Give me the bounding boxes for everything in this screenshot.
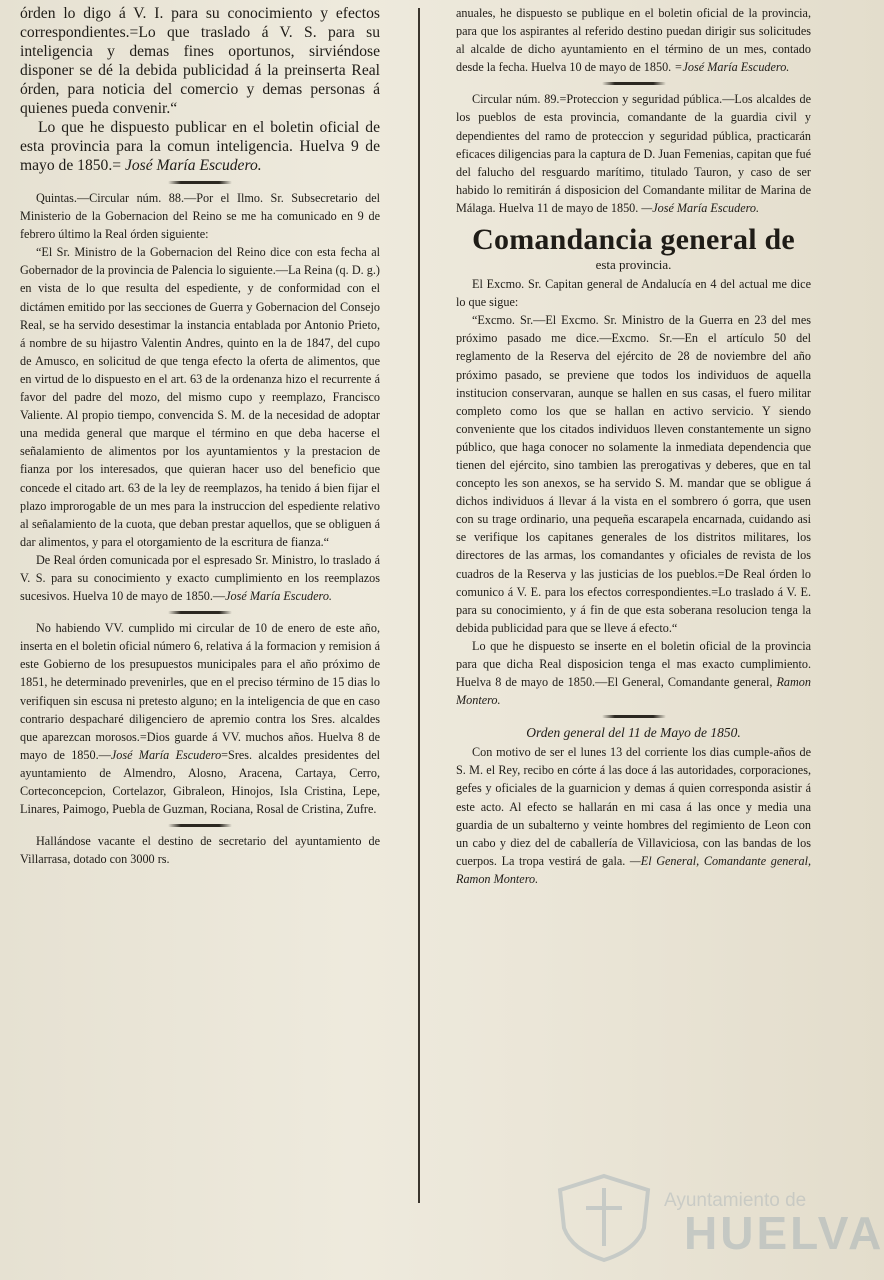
signature: José María Escudero	[110, 747, 222, 762]
section-subheadline: esta provincia.	[595, 257, 672, 273]
paragraph	[20, 551, 380, 605]
paragraph-text: anuales, he dispuesto se publique en el boletin oficial de la provincia, para que los aspirantes al referido destino puedan dirigir sus solicitudes al alcalde de dicho ayuntamiento en el término de un mes, contado desde la fecha. Huelva 10 de mayo de 1850.	[456, 6, 811, 75]
separator	[456, 76, 811, 90]
separator	[20, 605, 380, 619]
separator	[456, 709, 811, 723]
paragraph-text: Lo que he dispuesto se inserte en el boletin oficial de la provincia para que dicha Real disposicion tenga el mas exacto cumplimiento. Huelva 8 de mayo de 1850.—El General, Comandante general,	[456, 638, 811, 690]
paragraph	[456, 4, 811, 76]
separator	[20, 175, 380, 189]
section-headline: Comandancia general de	[472, 223, 795, 257]
signature: —El General, Comandante general, Ramon Montero.	[456, 853, 811, 886]
paragraph-text: Circular núm. 89.=Proteccion y seguridad pública.—Los alcaldes de los pueblos de esta provincia, comandante de la guardia civil y dependientes del ramo de proteccion y seguridad pública, practicarán eficaces diligencias para la captura de D. Juan Femenias, capitan que fué del falucho del resguardo marítimo, titulado Tauron, y caso de ser habido lo remitirán á disposicion del Comandante militar de Marina de Málaga. Huelva 11 de mayo de 1850.	[456, 92, 811, 215]
orden-title: Orden general del 11 de Mayo de 1850.	[526, 725, 741, 741]
paragraph	[456, 743, 811, 888]
paragraph	[20, 619, 380, 818]
paragraph-text: De Real órden comunicada por el espresado Sr. Ministro, lo traslado á V. S. para su conocimiento y exacto cumplimiento en los reemplazos sucesivos. Huelva 10 de mayo de 1850.—	[20, 552, 380, 604]
paragraph: órden lo digo á V. I. para su conocimiento y efectos correspondientes.=Lo que traslado á V. S. para su inteligencia y demas fines oportunos, sirviéndose disponer se dé la debida publicidad á la preinserta Real órden, para noticia del comercio y demas personas á quienes pueda convenir.“	[20, 5, 380, 117]
column-divider	[418, 8, 420, 1203]
signature: José María Escudero.	[225, 589, 332, 604]
separator	[20, 818, 380, 832]
watermark-url: Ayuntamiento de	[664, 1190, 807, 1211]
paragraph	[456, 637, 811, 709]
paragraph-text: =Sres. alcaldes presidentes del ayuntamiento de Almendro, Alosno, Aracena, Cartaya, Cerro, Corteconcepcion, Cortelazor, Gibraleon, Hinojos, Isla Cristina, Lepe, Linares, Paimogo, Puebla de Guzman, Rociana, Rosal de Cristina, Zufre.	[20, 747, 380, 817]
paragraph: “El Sr. Ministro de la Gobernacion del Reino dice con esta fecha al Gobernador de la provincia de Palencia lo siguiente.—La Reina (q. D. g.) en vista de lo que resulta del espediente, y de conformidad con el dictámen emitido por las secciones de Guerra y Gobernacion del Consejo Real, se ha servido desestimar la instancia entablada por Antonio Prieto, á nombre de su hijastro Valentin Andres, quinto en la de 1847, del cupo de Amusco, en solicitud de que tenga efecto la oferta de alimentos, que en virtud de lo dispuesto en el art. 63 de la ordenanza hizo el recurrente á favor del padre del mozo, del mismo cupo y reemplazo, Francisco Valiente. Al propio tiempo, convencida S. M. de la necesidad de adoptar una medida general que marque el término en que deba hacerse el señalamiento de alimentos por los ayuntamientos y la prestacion de fianza por los interesados, que quieran hacer uso del beneficio que concede el citado art. 63 de la ley de reemplazos, ha tenido á bien fijar el plazo improrogable de un mes para la instruccion del espediente relativo al señalamiento de la cuota, que deban prestar aquellos, que se obliguen á dar alimentos, y para el otorgamiento de la escritura de fianza.“	[20, 245, 380, 549]
paragraph: “Excmo. Sr.—El Excmo. Sr. Ministro de la Guerra en 23 del mes próximo pasado me dice.—Excmo. Sr.—En el artículo 50 del reglamento de la Reserva del ejército de 28 de noviembre del año próximo pasado, se previene que todos los individuos de aquella institucion conservaran, aunque se hallen en sus casas, el fuero militar completo como los que se hallan en activo servicio. Y siendo conveniente que los citados individuos lleven constantemente un signo público, que haga conocer no solamente la inmediata dependencia que tienen del ejército, sino tambien las prerogativas y deberes, que en tal concepto les son anexos, se ha servido S. M. mandar que se obligue á dichos individuos á llevar á la vista en el sombrero ó gorra, que usen con su trage ordinario, una pequeña escarapela encarnada, cuidando asi se verifique los capitanes generales de los distritos militares, los directores de las armas, los comandantes y oficiales de revista de los cuadros de la Reserva y las justicias de los pueblos.=De Real órden lo comunico á V. E. para los efectos correspondientes.=Lo traslado á V. E. para su conocimiento, y á fin de que esta soberana resolucion tenga la debida publicidad para que se lleve á efecto.“	[456, 313, 811, 635]
paragraph-text: Lo que he dispuesto publicar en el boletin oficial de esta provincia para la comun inteligencia. Huelva 9 de mayo de 1850.=	[20, 119, 380, 174]
shield-icon	[544, 1172, 664, 1262]
signature: =José María Escudero.	[674, 60, 790, 75]
signature: Ramon Montero.	[456, 675, 811, 708]
paragraph: Hallándose vacante el destino de secretario del ayuntamiento de Villarrasa, dotado con 3000 rs.	[20, 834, 380, 867]
right-column	[456, 4, 811, 1270]
paragraph	[20, 118, 380, 175]
watermark-name: HUELVA	[684, 1207, 884, 1259]
paragraph-text: No habiendo VV. cumplido mi circular de 10 de enero de este año, inserta en el boletin oficial número 6, relativa á la formacion y remision á este Gobierno de los presupuestos municipales para el año próximo de 1851, he determinado prevenirles, que en el preciso término de 15 dias lo verifiquen sin escusa ni pretesto alguno; en la inteligencia de que en caso contrario despacharé diligenciero de apremio contra los Sres. alcaldes que aparezcan morosos.=Dios guarde á VV. muchos años. Huelva 8 de mayo de 1850.—	[20, 621, 380, 762]
paragraph-text: Con motivo de ser el lunes 13 del corriente los dias cumple-años de S. M. el Rey, recibo en córte á las doce á las autoridades, corporaciones, gefes y oficiales de la guarnicion y demas á quien corresponda asistir á este acto. Al efecto se hallarán en mi casa á las once y media una guardia de un subalterno y veinte hombres del regimiento de Leon con un cabo y diez del de caballería de Villaviciosa, con las bandas de los cuerpos. La tropa vestirá de gala.	[456, 745, 811, 868]
archive-watermark	[524, 1172, 884, 1262]
paragraph: El Excmo. Sr. Capitan general de Andalucía en 4 del actual me dice lo que sigue:	[456, 277, 811, 310]
signature: José María Escudero.	[124, 157, 262, 174]
signature: —José María Escudero.	[641, 200, 760, 215]
paragraph	[456, 90, 811, 217]
left-column	[20, 4, 380, 1270]
paragraph: Quintas.—Circular núm. 88.—Por el Ilmo. Sr. Subsecretario del Ministerio de la Gobernacion del Reino se me ha comunicado en 9 de febrero último la Real órden siguiente:	[20, 191, 380, 242]
